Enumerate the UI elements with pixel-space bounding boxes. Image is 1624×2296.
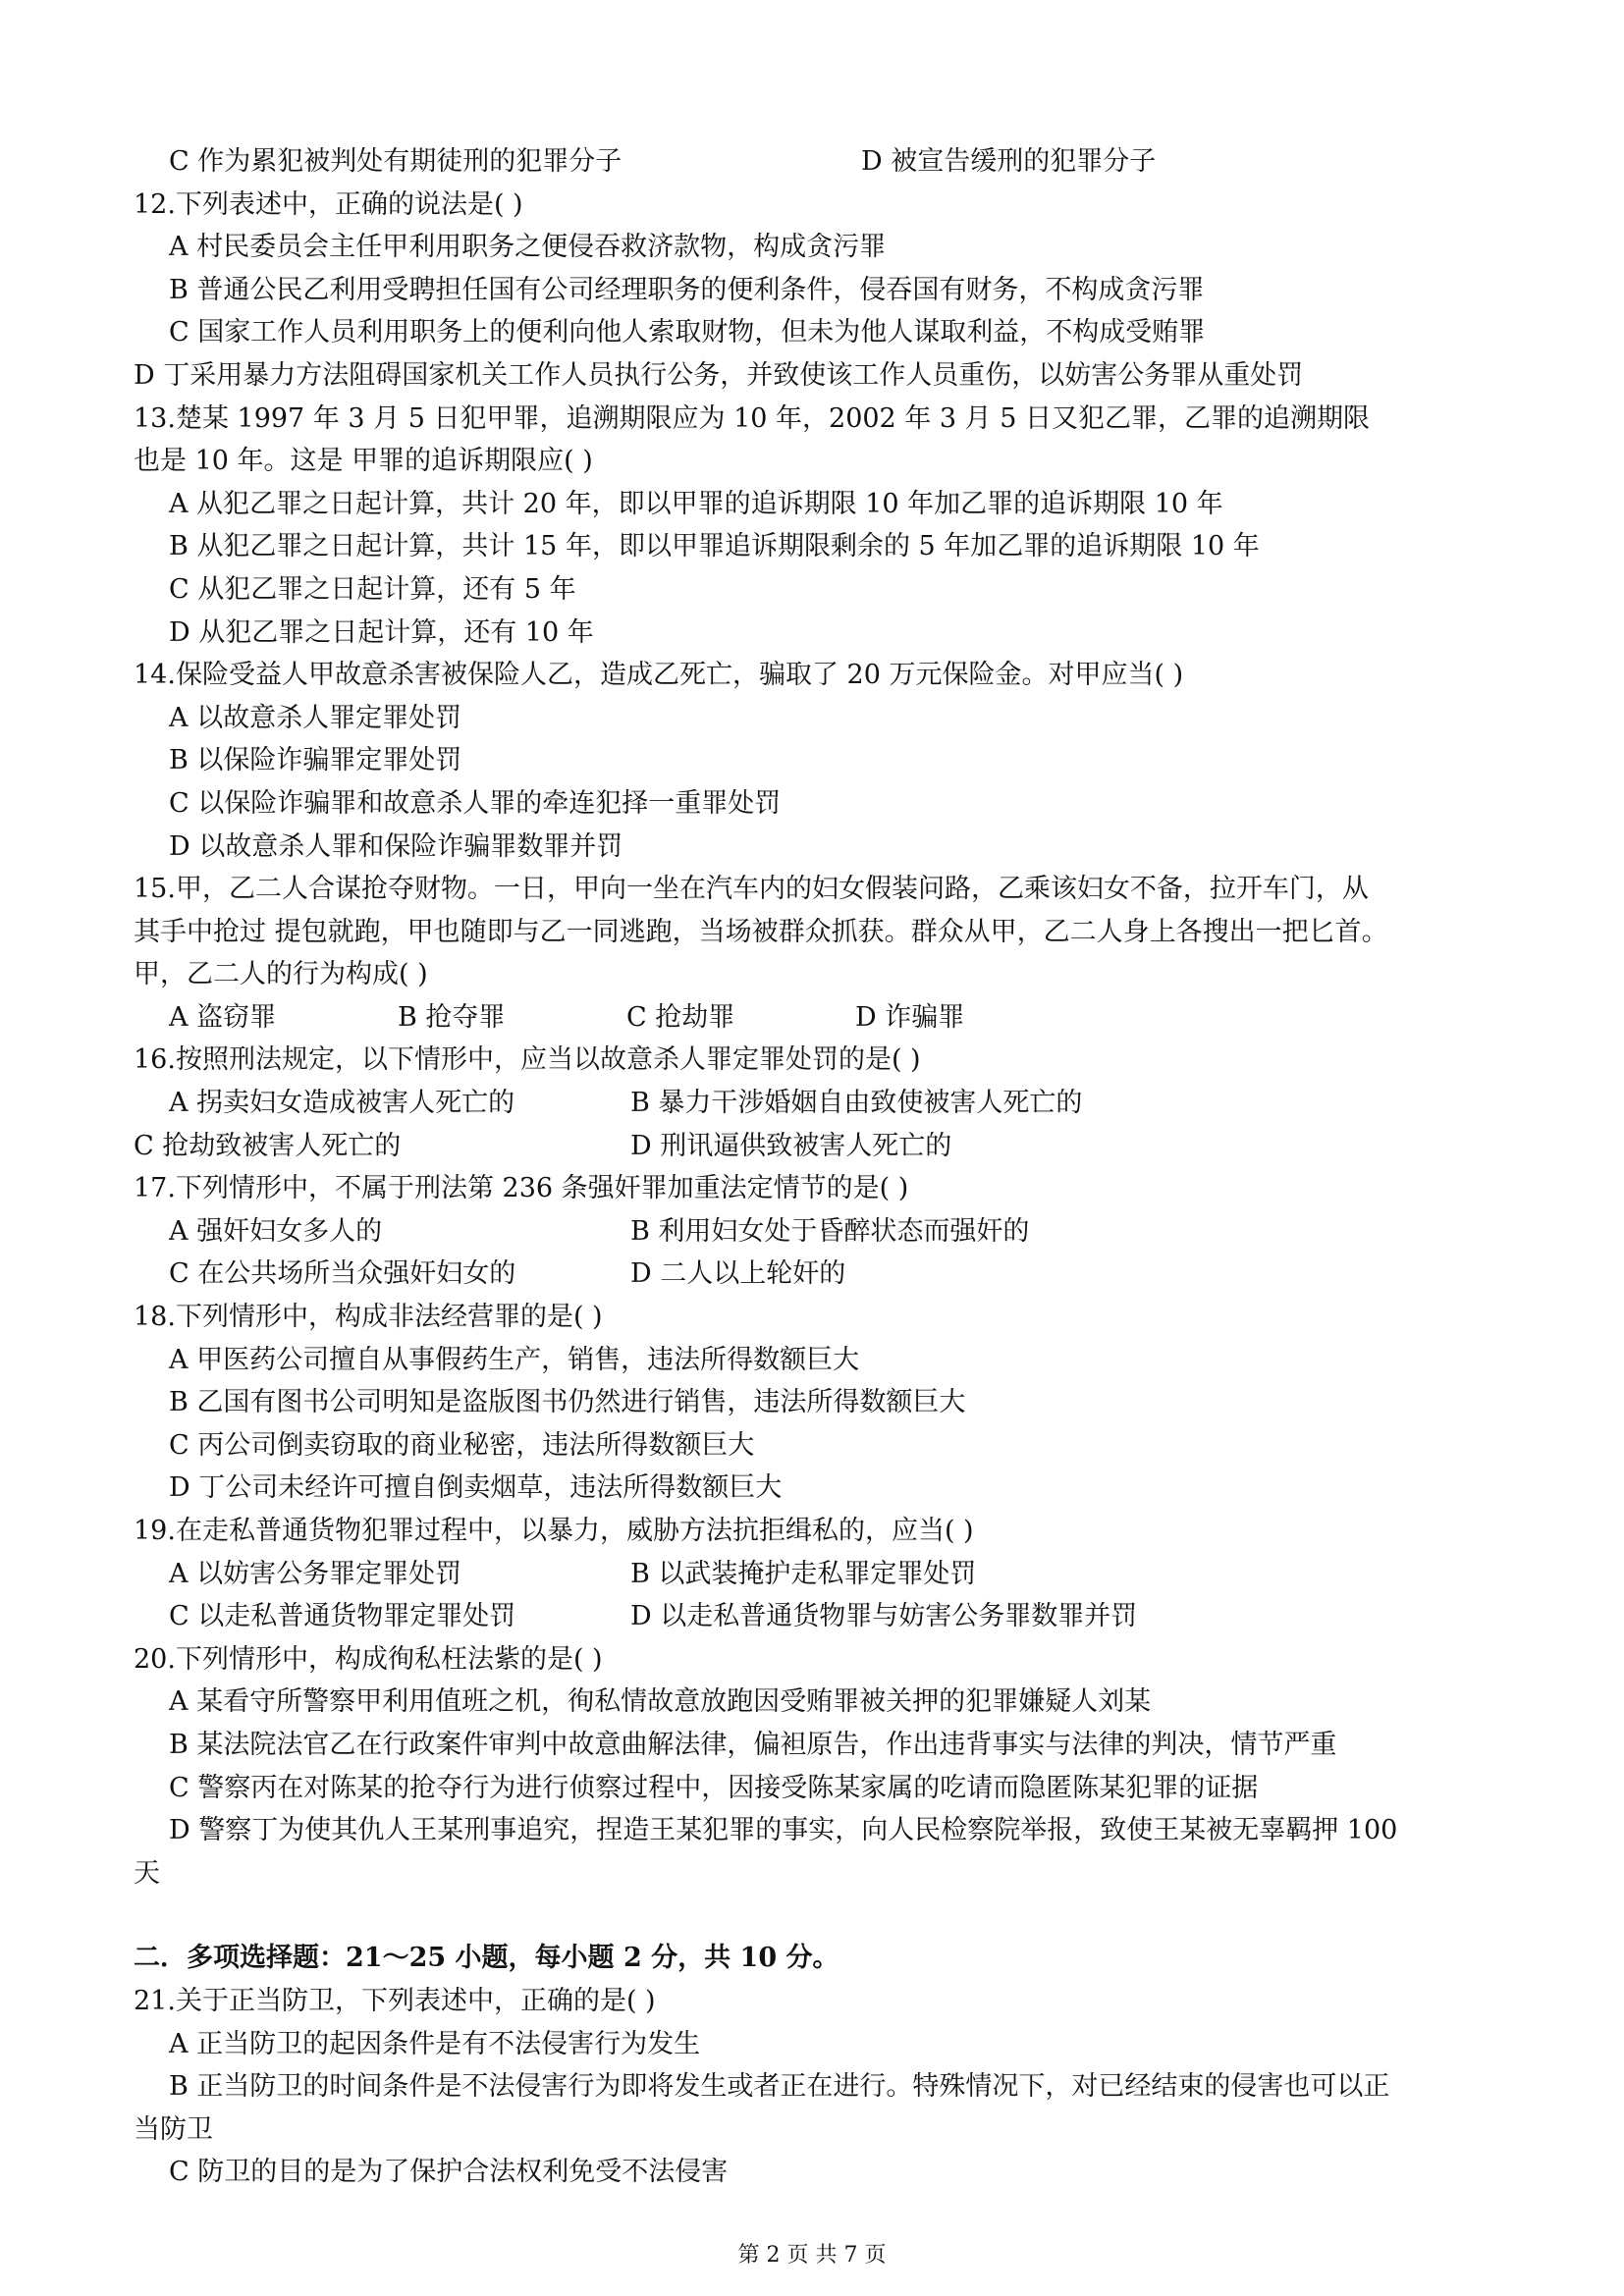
option-row [134,1082,1498,1125]
option-text: A 以故意杀人罪定罪处罚 [169,702,462,733]
option-text: B 以保险诈骗罪定罪处罚 [169,745,462,776]
question-18: 18.下列情形中，构成非法经营罪的是( ) [134,1302,603,1333]
option-text: C 抢劫致被害人死亡的 [134,1130,402,1161]
option-text: A 拐卖妇女造成被害人死亡的 [169,1088,515,1119]
option-text: D 丁采用暴力方法阻碍国家机关工作人员执行公务，并致使该工作人员重伤，以妨害公务罪从重处罚 [134,359,1304,391]
option-text-cont: 当防卫 [134,2113,213,2145]
option-text: B 利用妇女处于昏醉状态而强奸的 [630,1215,1030,1247]
option-row [134,1553,1498,1596]
option-text: C 作为累犯被判处有期徒刑的犯罪分子 [169,146,623,177]
option-text: B 正当防卫的时间条件是不法侵害行为即将发生或者正在进行。特殊情况下，对已经结束的侵害也可以正 [169,2071,1390,2103]
option-text: A 以妨害公务罪定罪处罚 [169,1558,462,1589]
option-text: A 盗窃罪 [169,1001,277,1033]
option-text: D 被宣告缓刑的犯罪分子 [861,146,1157,177]
option-text: C 以走私普通货物罪定罪处罚 [169,1601,516,1632]
option-row [134,1125,1498,1168]
question-15-cont: 甲，乙二人的行为构成( ) [134,959,428,990]
exam-content [134,140,1498,2194]
option-text: A 甲医药公司擅自从事假药生产，销售，违法所得数额巨大 [169,1344,860,1375]
option-text: D 警察丁为使其仇人王某刑事追究，捏造王某犯罪的事实，向人民检察院举报，致使王某被无辜羁押 100 [169,1815,1398,1846]
option-text: B 抢夺罪 [398,1001,506,1033]
option-text: A 某看守所警察甲利用值班之机，徇私情故意放跑因受贿罪被关押的犯罪嫌疑人刘某 [169,1686,1152,1718]
option-text: B 普通公民乙利用受聘担任国有公司经理职务的便利条件，侵吞国有财务，不构成贪污罪 [169,274,1205,305]
option-row [134,140,1498,184]
option-text: A 从犯乙罪之日起计算，共计 20 年，即以甲罪的追诉期限 10 年加乙罪的追诉期限 10 年 [169,488,1223,519]
option-text: D 丁公司未经许可擅自倒卖烟草，违法所得数额巨大 [169,1472,783,1504]
option-text: B 从犯乙罪之日起计算，共计 15 年，即以甲罪追诉期限剩余的 5 年加乙罪的追诉期限 10 年 [169,531,1260,562]
option-text: B 以武装掩护走私罪定罪处罚 [630,1558,977,1589]
option-row [134,1253,1498,1296]
option-text: C 防卫的目的是为了保护合法权利免受不法侵害 [169,2157,729,2188]
question-13-cont: 也是 10 年。这是 甲罪的追诉期限应( ) [134,446,593,477]
question-12: 12.下列表述中，正确的说法是( ) [134,188,523,220]
option-text: C 国家工作人员利用职务上的便利向他人索取财物，但未为他人谋取利益，不构成受贿罪 [169,317,1206,348]
question-14: 14.保险受益人甲故意杀害被保险人乙，造成乙死亡，骗取了 20 万元保险金。对甲应当( ) [134,660,1184,691]
option-text: B 某法院法官乙在行政案件审判中故意曲解法律，偏袒原告，作出违背事实与法律的判决，情节严重 [169,1729,1337,1760]
option-text: C 在公共场所当众强奸妇女的 [169,1258,516,1290]
question-13: 13.楚某 1997 年 3 月 5 日犯甲罪，追溯期限应为 10 年，2002 年 3 月 5 日又犯乙罪，乙罪的追溯期限 [134,402,1371,434]
option-text: C 丙公司倒卖窃取的商业秘密，违法所得数额巨大 [169,1429,755,1461]
question-15-cont: 其手中抢过 提包就跑，甲也随即与乙一同逃跑，当场被群众抓获。群众从甲，乙二人身上各搜出一把匕首。 [134,916,1388,947]
question-19: 19.在走私普通货物犯罪过程中，以暴力，威胁方法抗拒缉私的，应当( ) [134,1516,974,1546]
option-text: C 以保险诈骗罪和故意杀人罪的牵连犯择一重罪处罚 [169,787,782,819]
option-text: D 从犯乙罪之日起计算，还有 10 年 [169,616,594,648]
option-row [134,1595,1498,1638]
question-20: 20.下列情形中，构成徇私枉法紫的是( ) [134,1643,603,1675]
option-text: D 刑讯逼供致被害人死亡的 [630,1130,952,1161]
option-text: D 以故意杀人罪和保险诈骗罪数罪并罚 [169,830,623,862]
option-text: B 乙国有图书公司明知是盗版图书仍然进行销售，违法所得数额巨大 [169,1387,966,1418]
option-text: C 警察丙在对陈某的抢夺行为进行侦察过程中，因接受陈某家属的吃请而隐匿陈某犯罪的证据 [169,1772,1259,1803]
option-text: A 正当防卫的起因条件是有不法侵害行为发生 [169,2028,701,2059]
option-text: C 抢劫罪 [626,1001,735,1033]
question-16: 16.按照刑法规定，以下情形中，应当以故意杀人罪定罪处罚的是( ) [134,1044,921,1076]
option-text: A 村民委员会主任甲利用职务之便侵吞救济款物，构成贪污罪 [169,232,887,263]
option-row [134,996,1498,1040]
option-text-cont: 天 [134,1857,160,1889]
section-heading: 二．多项选择题：21～25 小题，每小题 2 分，共 10 分。 [134,1943,839,1974]
option-row [134,1210,1498,1254]
option-text: D 诈骗罪 [855,1001,965,1033]
option-text: D 二人以上轮奸的 [630,1258,846,1290]
option-text: C 从犯乙罪之日起计算，还有 5 年 [169,573,576,605]
question-17: 17.下列情形中，不属于刑法第 236 条强奸罪加重法定情节的是( ) [134,1173,909,1204]
page-number: 第 2 页 共 7 页 [737,2243,887,2268]
option-text: D 以走私普通货物罪与妨害公务罪数罪并罚 [630,1601,1138,1632]
question-21: 21.关于正当防卫，下列表述中，正确的是( ) [134,1985,656,2016]
option-text: B 暴力干涉婚姻自由致使被害人死亡的 [630,1088,1083,1119]
question-15: 15.甲，乙二人合谋抢夺财物。一日，甲向一坐在汽车内的妇女假装问路，乙乘该妇女不备，拉开车门，从 [134,874,1369,905]
option-text: A 强奸妇女多人的 [169,1215,383,1247]
